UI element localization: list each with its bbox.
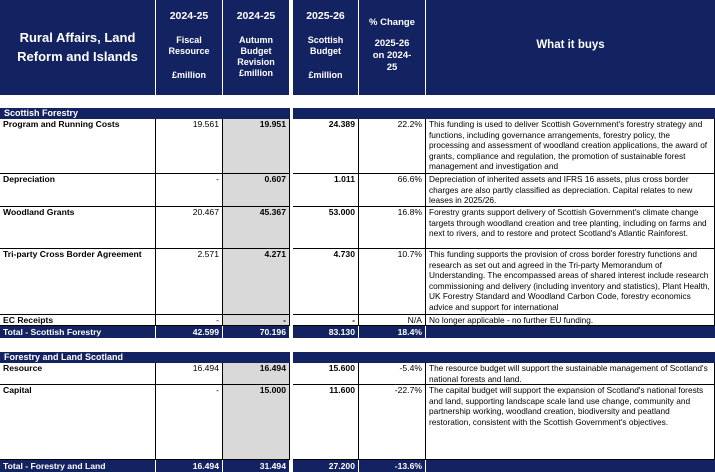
- budget-value: 24.389: [293, 119, 359, 174]
- total-fiscal: 16.494: [156, 460, 223, 472]
- row-label: Woodland Grants: [0, 207, 156, 249]
- fiscal-value: 20.467: [156, 207, 223, 249]
- total-label: Total - Forestry and Land: [0, 460, 156, 472]
- row-label: Program and Running Costs: [0, 119, 156, 174]
- description: No longer applicable - no further EU funding.: [426, 315, 715, 326]
- header-what-it-buys: [426, 0, 715, 95]
- budget-value: -: [293, 315, 359, 326]
- section-name: Scottish Forestry: [4, 108, 79, 118]
- total-desc-band: [426, 326, 715, 338]
- row-label: Depreciation: [0, 174, 156, 207]
- header-fiscal-resource: [156, 0, 223, 95]
- abr-value: 16.494: [223, 363, 290, 385]
- abr-value: 45.367: [223, 207, 290, 249]
- total-fiscal: 42.599: [156, 326, 223, 338]
- row-label: Tri-party Cross Border Agreement: [0, 249, 156, 315]
- description: The capital budget will support the expansion of Scotland's national forests and land, supporting landscape scale land use change, community and partnership working, woodland creation, biodiversity and peatland restoration, consistent with the Scottish Government's objectives.: [426, 385, 715, 460]
- budget-value: 53.000: [293, 207, 359, 249]
- header-scottish-budget: [293, 0, 359, 95]
- section-name: Forestry and Land Scotland: [4, 352, 124, 362]
- section-header-forestry-land-scotland: [0, 352, 290, 363]
- abr-value: 4.271: [223, 249, 290, 315]
- fiscal-value: 2.571: [156, 249, 223, 315]
- abr-value: -: [223, 315, 290, 326]
- row-label: EC Receipts: [0, 315, 156, 326]
- table-title: Rural Affairs, Land Reform and Islands: [17, 30, 138, 64]
- change-value: 16.8%: [359, 207, 426, 249]
- budget-value: 15.600: [293, 363, 359, 385]
- abr-value: 19.951: [223, 119, 290, 174]
- total-abr: 70.196: [223, 326, 290, 338]
- fiscal-value: -: [156, 385, 223, 460]
- header-fiscal-label: Fiscal Resource: [168, 35, 210, 56]
- fiscal-value: 16.494: [156, 363, 223, 385]
- header-fiscal-unit: £million: [171, 70, 206, 80]
- fiscal-value: -: [156, 315, 223, 326]
- header-budget-year: 2025-26: [306, 10, 345, 22]
- row-label: Capital: [0, 385, 156, 460]
- change-value: -22.7%: [359, 385, 426, 460]
- description: Depreciation of inherited assets and IFRS 16 assets, plus cross border charges are also partly classified as depreciation. Capital relates to new leases in 2025/26.: [426, 174, 715, 207]
- abr-value: 15.000: [223, 385, 290, 460]
- total-budget: 83.130: [293, 326, 359, 338]
- change-value: N/A: [359, 315, 426, 326]
- change-value: -5.4%: [359, 363, 426, 385]
- header-fiscal-year: 2024-25: [169, 10, 209, 22]
- header-title-cell: [0, 0, 156, 95]
- budget-value: 4.730: [293, 249, 359, 315]
- total-budget: 27.200: [293, 460, 359, 472]
- fiscal-value: -: [156, 174, 223, 207]
- total-desc-band: [426, 460, 715, 472]
- change-value: 66.6%: [359, 174, 426, 207]
- fiscal-value: 19.561: [156, 119, 223, 174]
- section-band: [293, 108, 715, 119]
- description: This funding is used to deliver Scottish Government's forestry strategy and functions, including governance arrangements, forestry policy, the processing and assessment of woodland creation applications, the award of grants, compliance and regulation, the promotion of sustainable forest management and investigation and: [426, 119, 715, 174]
- description: The resource budget will support the sustainable management of Scotland's national forests and land.: [426, 363, 715, 385]
- description: This funding supports the provision of cross border forestry functions and research as set out and agreed in the Tri-party Memorandum of Understanding. The encompassed areas of shared interest include research commissioning and delivery (including inventory and statistics), Plant Health, UK Forestry Standard and Woodland Carbon Code, forestry economics advice and support for international: [426, 249, 715, 315]
- header-change: [359, 0, 426, 95]
- budget-value: 1.011: [293, 174, 359, 207]
- change-value: 10.7%: [359, 249, 426, 315]
- header-change-title: % Change: [369, 17, 415, 28]
- description: Forestry grants support delivery of Scottish Government's climate change targets through woodland creation and tree planting, including on farms and next to rivers, and to restore and protect Scotland's Atlantic Rainforest.: [426, 207, 715, 249]
- header-budget-label: Scottish Budget: [307, 35, 344, 56]
- header-budget-unit: £million: [308, 70, 343, 80]
- total-change: -13.6%: [359, 460, 426, 472]
- header-abr-year: 2024-25: [236, 10, 276, 22]
- header-abr-unit: £million: [238, 68, 273, 78]
- total-label: Total - Scottish Forestry: [0, 326, 156, 338]
- row-label: Resource: [0, 363, 156, 385]
- section-header-scottish-forestry: [0, 108, 290, 119]
- header-autumn-budget: [223, 0, 290, 95]
- header-change-label: 2025-26 on 2024-25: [372, 38, 412, 73]
- budget-value: 11.600: [293, 385, 359, 460]
- abr-value: 0.607: [223, 174, 290, 207]
- header-abr-label: Autumn Budget Revision: [237, 35, 275, 67]
- total-change: 18.4%: [359, 326, 426, 338]
- change-value: 22.2%: [359, 119, 426, 174]
- section-band: [293, 352, 715, 363]
- total-abr: 31.494: [223, 460, 290, 472]
- header-buys-title: What it buys: [536, 39, 605, 51]
